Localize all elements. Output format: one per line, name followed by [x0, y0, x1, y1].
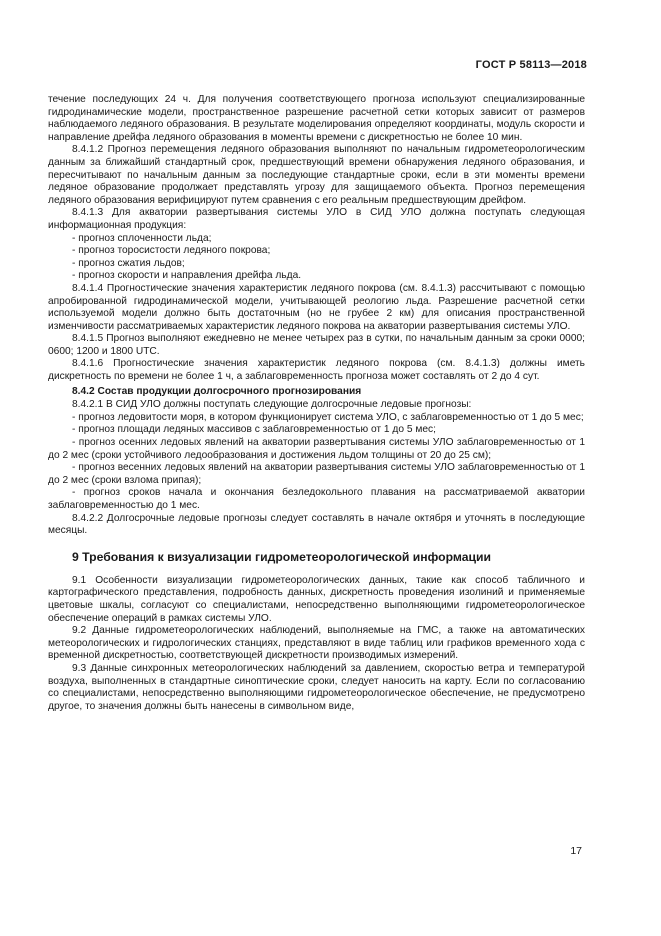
- list-item: - прогноз ледовитости моря, в котором функционирует система УЛО, с заблаговременностью от 1 до 5 мес;: [72, 411, 584, 423]
- page-body: [48, 94, 585, 713]
- list-item: - прогноз торосистости ледяного покрова;: [72, 245, 271, 257]
- page-number: 17: [570, 845, 582, 857]
- list-item: - прогноз сжатия льдов;: [72, 257, 185, 269]
- paragraph-9-3: 9.3 Данные синхронных метеорологических наблюдений за давлением, скоростью ветра и температурой воздуха, выполненных в стандартные синоптические сроки, следует наносить на карту. Если по согласованию со специалистами, непосредственно выполняющими гидрометеорологическое обеспечение, не предусмотрено другое, то значения должны быть нанесены в символьном виде,: [48, 662, 585, 712]
- paragraph-8-4-1-6: 8.4.1.6 Прогностические значения характеристик ледяного покрова (см. 8.4.1.3) должны иметь дискретность по времени не более 1 ч, а заблаговременность прогноза может составлять от 2 до 4 сут.: [48, 358, 585, 383]
- paragraph-8-4-1-5: 8.4.1.5 Прогноз выполняют ежедневно не менее четырех раз в сутки, по начальным данным за сроки 0000; 0600; 1200 и 1800 UTC.: [48, 333, 585, 357]
- document-standard-header: ГОСТ Р 58113—2018: [475, 59, 587, 71]
- list-item: - прогноз площади ледяных массивов с заблаговременностью от 1 до 5 мес;: [72, 424, 436, 436]
- paragraph-9-1: 9.1 Особенности визуализации гидрометеорологических данных, такие как способ табличного и картографического представления, подробность данных, дискретность проведения изолиний и применяемые цветовые шкалы, согласуют со специалистами, непосредственно выполняющими гидрометеорологическое обеспечение операций в рамках системы УЛО.: [48, 574, 585, 624]
- paragraph-8-4-1-3: 8.4.1.3 Для акватории развертывания системы УЛО в СИД УЛО должна поступать следующая информационная продукция:: [48, 207, 585, 231]
- paragraph-8-4-1-2: 8.4.1.2 Прогноз перемещения ледяного образования выполняют по начальным гидрометеорологическим данным за ближайший стандартный срок, предшествующий времени обнаружения ледяного образования, и пересчитывают по начальным данным за последующие стандартные сроки, если в эти моменты времени ледяное образование продолжает представлять угрозу для защищаемого объекта. Прогноз перемещения ледяного образования верифицируют путем сравнения с его реальным предшествующим дрейфом.: [48, 144, 585, 206]
- paragraph-continuation: течение последующих 24 ч. Для получения соответствующего прогноза используют специализированные гидродинамические модели, пространственное разрешение расчетной сетки которых зависит от размеров наблюдаемого ледяного образования. В результате моделирования определяют координаты, модуль скорости и направление дрейфа ледяного образования в моменты времени с дискретностью не более 10 мин.: [48, 94, 585, 143]
- list-item: - прогноз скорости и направления дрейфа льда.: [72, 270, 302, 282]
- section-9-title: 9 Требования к визуализации гидрометеорологической информации: [72, 549, 491, 564]
- list-item: - прогноз сроков начала и окончания безледокольного плавания на рассматриваемой акватории заблаговременностью до 1 мес.: [48, 487, 585, 511]
- list-item: - прогноз весенних ледовых явлений на акватории развертывания системы УЛО заблаговременностью от 1 до 2 мес (сроки взлома припая);: [48, 462, 585, 486]
- paragraph-8-4-1-4: 8.4.1.4 Прогностические значения характеристик ледяного покрова (см. 8.4.1.3) рассчитывают с помощью апробированной гидродинамической модели, учитывающей реологию льда. Разрешение расчетной сетки используемой модели должно быть достаточным (но не грубее 2 км) для описания пространственной изменчивости рассматриваемых характеристик ледяного покрова на акватории развертывания системы УЛО.: [48, 282, 585, 332]
- paragraph-9-2: 9.2 Данные гидрометеорологических наблюдений, выполняемые на ГМС, а также на автоматических метеорологических и гидрологических станциях, представляют в виде таблиц или графиков временного хода с временной дискретностью, соответствующей дискретности производимых измерений.: [48, 625, 585, 662]
- list-item: - прогноз сплоченности льда;: [72, 232, 212, 244]
- paragraph-8-4-2-1: 8.4.2.1 В СИД УЛО должны поступать следующие долгосрочные ледовые прогнозы:: [72, 399, 472, 411]
- list-item: - прогноз осенних ледовых явлений на акватории развертывания системы УЛО заблаговременностью от 1 до 2 мес (сроки устойчивого ледообразования и достижения льдом толщины от 20 до 25 см);: [48, 437, 585, 461]
- subsection-heading-8-4-2: 8.4.2 Состав продукции долгосрочного прогнозирования: [72, 385, 362, 397]
- paragraph-8-4-2-2: 8.4.2.2 Долгосрочные ледовые прогнозы следует составлять в начале октября и уточнять в последующие месяцы.: [48, 512, 585, 537]
